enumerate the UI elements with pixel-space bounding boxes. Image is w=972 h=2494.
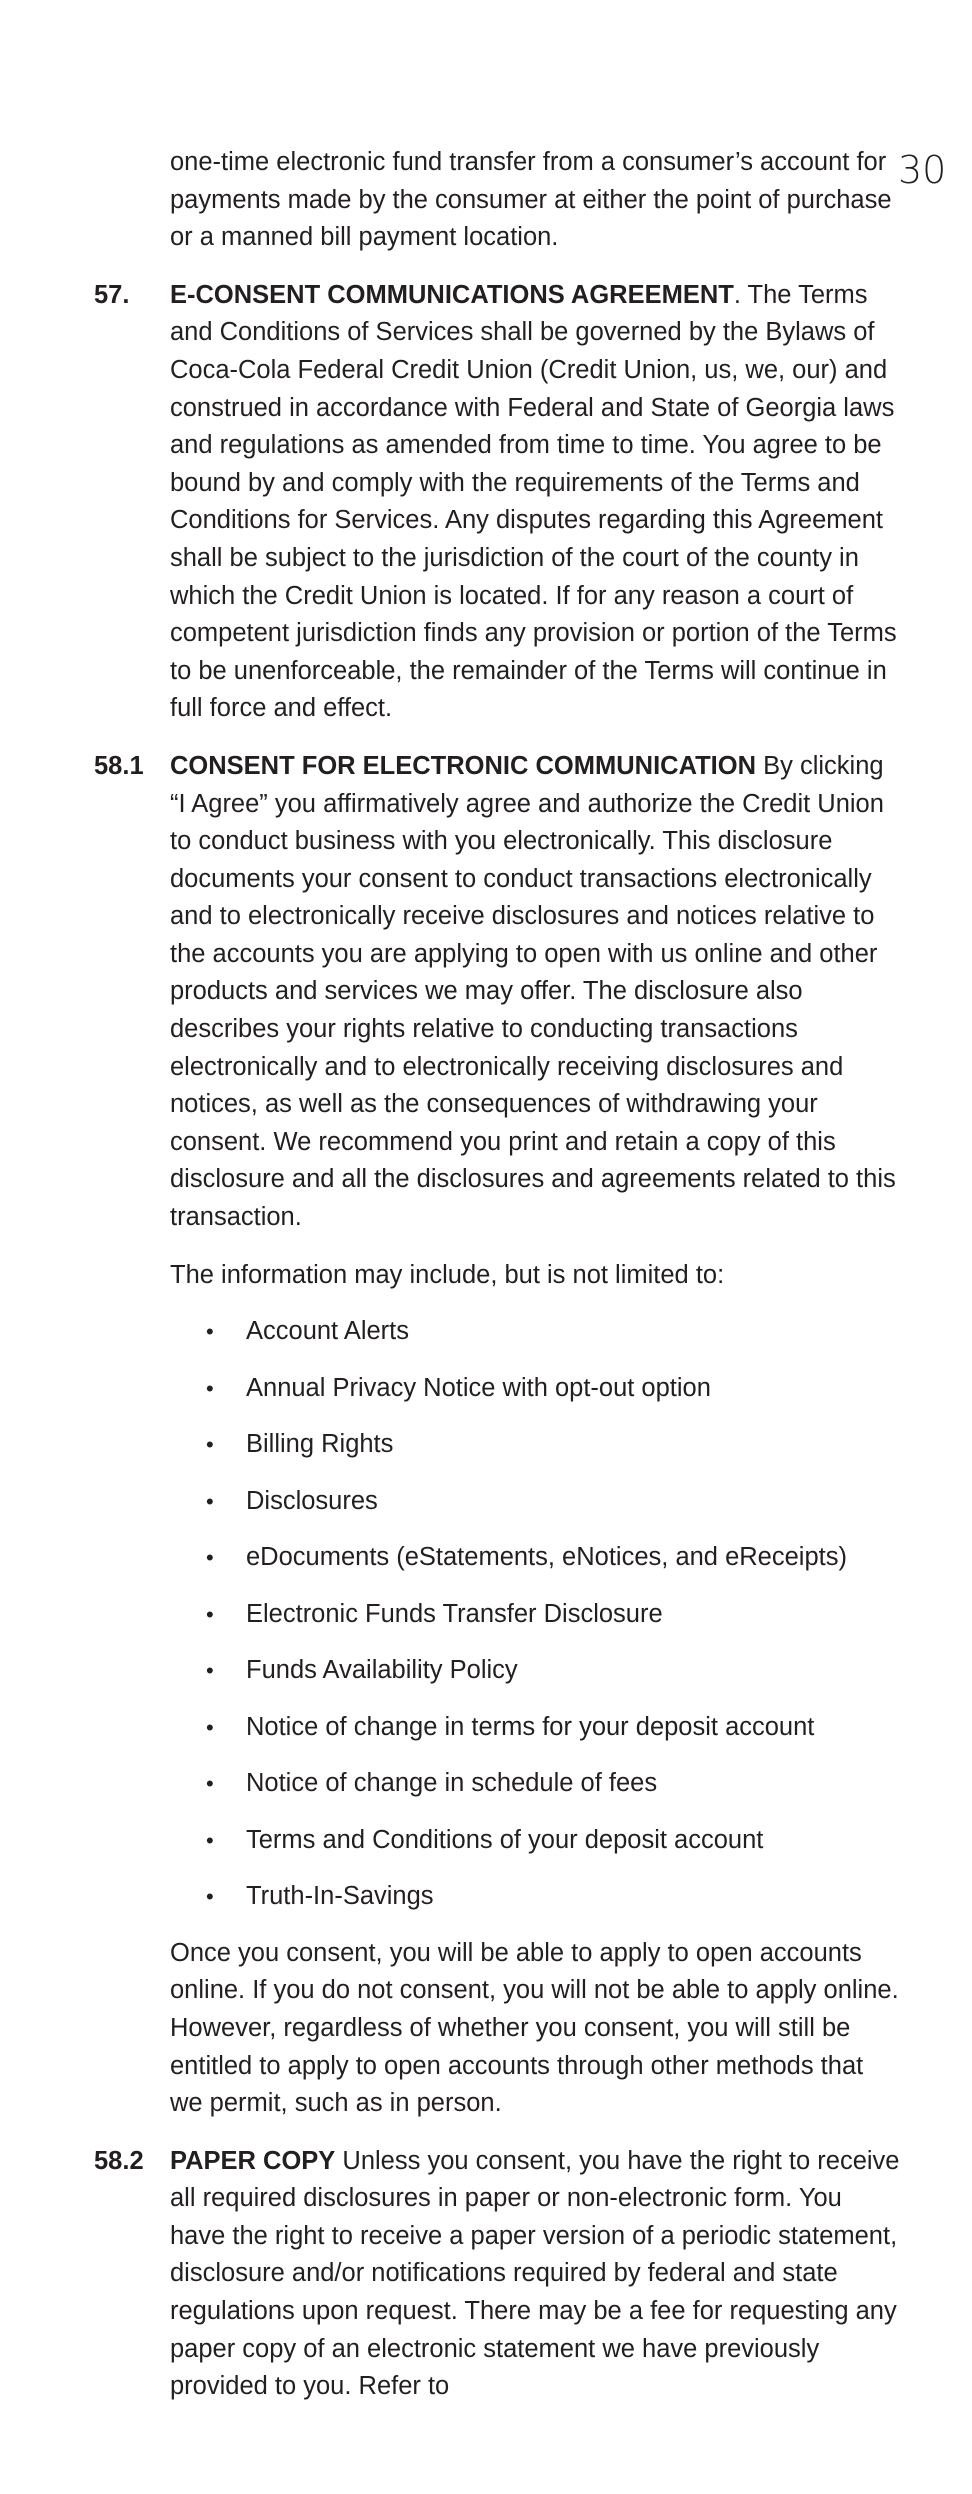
- section-text: The Terms and Conditions of Services shall be governed by the Bylaws of Coca-Cola Federal Credit Union (Credit Union, us, we, our) and construed in accordance with Federal and State of Georgia laws and regulations as amended from time to time. You agree to be bound by and comply with the requirements of the Terms and Conditions for Services. Any disputes regarding this Agreement shall be subject to the jurisdiction of the court of the county in which the Credit Union is located. If for any reason a court of competent jurisdiction finds any provision or portion of the Terms to be unenforceable, the remainder of the Terms will continue in full force and effect.: [170, 280, 897, 723]
- section-text: Unless you consent, you have the right to receive all required disclosures in paper or non-electronic form. You have the right to receive a paper version of a periodic statement, disclosure and/or notifications required by federal and state regulations upon request. There may be a fee for requesting any paper copy of an electronic statement we have previously provided to you. Refer to: [170, 2146, 900, 2401]
- bullet-icon: •: [206, 1771, 214, 1797]
- section-number: 57.: [94, 280, 130, 309]
- continuation-paragraph: one-time electronic fund transfer from a consumer’s account for payments made by the consumer at either the point of purchase or a manned bill payment location.: [170, 148, 892, 252]
- list-item: • Truth-In-Savings: [170, 1878, 972, 1935]
- section-heading: CONSENT FOR ELECTRONIC COMMUNICATION: [170, 751, 757, 780]
- information-list: [170, 1313, 972, 1935]
- bullet-icon: •: [206, 1827, 214, 1853]
- list-item: • Disclosures: [170, 1483, 972, 1540]
- heading-punctuation: .: [733, 280, 741, 309]
- document-body: [0, 144, 972, 2406]
- list-item: • Notice of change in terms for your deposit account: [170, 1709, 972, 1766]
- bullet-icon: •: [206, 1714, 214, 1740]
- list-item: • Funds Availability Policy: [170, 1652, 972, 1709]
- bullet-icon: •: [206, 1319, 214, 1345]
- bullet-icon: •: [206, 1375, 214, 1401]
- bullet-icon: •: [206, 1545, 214, 1571]
- list-item: • Annual Privacy Notice with opt-out option: [170, 1370, 972, 1427]
- list-item: • Account Alerts: [170, 1313, 972, 1370]
- bullet-icon: •: [206, 1601, 214, 1627]
- list-item: • Notice of change in schedule of fees: [170, 1765, 972, 1822]
- section-number: 58.1: [94, 751, 144, 780]
- page-number: 30: [898, 148, 947, 192]
- bullet-icon: •: [206, 1884, 214, 1910]
- list-intro: The information may include, but is not limited to:: [170, 1260, 725, 1289]
- section-number: 58.2: [94, 2146, 144, 2175]
- section-text: By clicking “I Agree” you affirmatively agree and authorize the Credit Union to conduct business with you electronically. This disclosure documents your consent to conduct transactions electronically and to electronically receive disclosures and notices relative to the accounts you are applying to open with us online and other products and services we may offer. The disclosure also describes your rights relative to conducting transactions electronically and to electronically receiving disclosures and notices, as well as the consequences of withdrawing your consent. We recommend you print and retain a copy of this disclosure and all the disclosures and agreements related to this transaction.: [170, 751, 896, 1232]
- list-item: • eDocuments (eStatements, eNotices, and eReceipts): [170, 1539, 972, 1596]
- section-57: [94, 277, 900, 728]
- section-58-1: [94, 748, 900, 1237]
- section-heading: E-CONSENT COMMUNICATIONS AGREEMENT: [170, 280, 734, 309]
- list-item: • Electronic Funds Transfer Disclosure: [170, 1596, 972, 1653]
- bullet-icon: •: [206, 1488, 214, 1514]
- list-item: • Terms and Conditions of your deposit account: [170, 1822, 972, 1879]
- closing-paragraph: Once you consent, you will be able to apply to open accounts online. If you do not consent, you will not be able to apply online. However, regardless of whether you consent, you will still be entitled to apply to open accounts through other methods that we permit, such as in person.: [170, 1938, 899, 2118]
- section-heading: PAPER COPY: [170, 2146, 336, 2175]
- bullet-icon: •: [206, 1432, 214, 1458]
- bullet-icon: •: [206, 1658, 214, 1684]
- list-item: • Billing Rights: [170, 1426, 972, 1483]
- section-58-2: [94, 2143, 900, 2406]
